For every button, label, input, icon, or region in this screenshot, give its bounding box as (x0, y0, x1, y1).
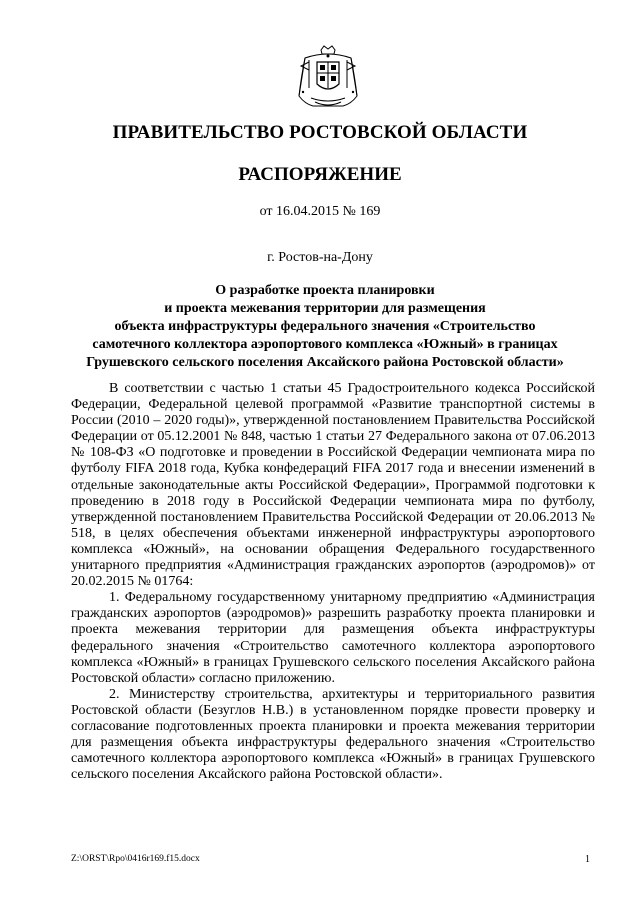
document-body (71, 381, 595, 783)
document-date-number: от 16.04.2015 № 169 (259, 204, 381, 219)
coat-of-arms-graphic (291, 44, 365, 112)
document-type: РАСПОРЯЖЕНИЕ (238, 164, 402, 185)
document-heading (60, 282, 590, 372)
heading-line: и проекта межевания территории для размещения (164, 301, 486, 316)
heading-line: объекта инфраструктуры федерального значения «Строительство (114, 319, 536, 334)
body-paragraph: В соответствии с частью 1 статьи 45 Градостроительного кодекса Российской Федерации, Федеральной целевой программой «Развитие транспортной системы в России (2010 – 2020 годы)», утвержденной постановлением Правительства Российской Федерации от 05.12.2001 № 848, частью 1 статьи 27 Федерального закона от 07.06.2013 № 108-ФЗ «О подготовке и проведении в Российской Федерации чемпионата мира по футболу FIFA 2018 года, Кубка конфедераций FIFA 2017 года и внесении изменений в отдельные законодательные акты Российской Федерации», Программой подготовки к проведению в 2018 году в Российской Федерации чемпионата мира по футболу, утвержденной постановлением Правительства Российской Федерации от 20.06.2013 № 518, в целях обеспечения объектами инженерной инфраструктуры аэропортового комплекса «Южный», на основании обращения Федерального государственного унитарного предприятия «Администрация гражданских аэропортов (аэродромов)» от 20.02.2015 № 01764: (71, 381, 595, 590)
heading-line: О разработке проекта планировки (215, 283, 435, 298)
coat-of-arms-icon (291, 44, 365, 112)
body-paragraph: 2. Министерству строительства, архитектуры и территориального развития Ростовской области (Безуглов Н.В.) в установленном порядке провести проверку и согласование подготовленных проекта планировки и проекта межевания территории для размещения объекта инфраструктуры федерального значения «Строительство самотечного коллектора аэропортового комплекса «Южный» в границах Грушевского сельского поселения Аксайского района Ростовской области». (71, 686, 595, 783)
government-title: ПРАВИТЕЛЬСТВО РОСТОВСКОЙ ОБЛАСТИ (112, 122, 528, 143)
footer-page-number: 1 (585, 854, 590, 865)
heading-line: Грушевского сельского поселения Аксайского района Ростовской области» (86, 355, 564, 370)
footer-file-path: Z:\ORST\Rpo\0416r169.f15.docx (71, 854, 200, 864)
document-city: г. Ростов-на-Дону (267, 250, 373, 265)
heading-line: самотечного коллектора аэропортового комплекса «Южный» в границах (92, 337, 558, 352)
body-paragraph: 1. Федеральному государственному унитарному предприятию «Администрация гражданских аэропортов (аэродромов)» разрешить разработку проекта планировки и проекта межевания территории для размещения объекта инфраструктуры федерального значения «Строительство самотечного коллектора аэропортового комплекса «Южный» в границах Грушевского сельского поселения Аксайского района Ростовской области» согласно приложению. (71, 590, 595, 686)
